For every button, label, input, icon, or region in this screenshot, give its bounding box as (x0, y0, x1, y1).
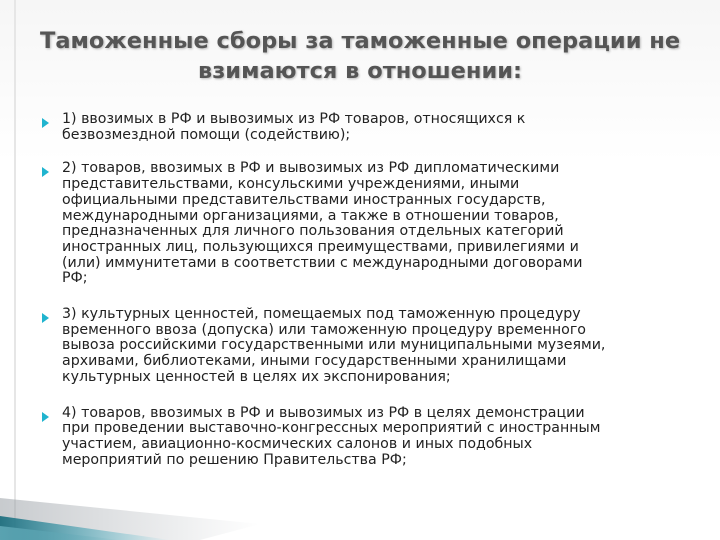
left-border-line (14, 0, 16, 540)
list-item (40, 406, 690, 469)
text-line: 1) ввозимых в РФ и вывозимых из РФ товаров, относящихся к (62, 111, 526, 127)
list-item-text (62, 161, 690, 287)
list-item (40, 307, 690, 386)
list-item (40, 112, 690, 143)
text-line: участием, авиационно-космических салонов и иных подобных (62, 435, 533, 452)
text-line: международными организациями, а также в отношении товаров, (62, 207, 559, 224)
text-line: 3) культурных ценностей, помещаемых под таможенную процедуру (62, 306, 581, 323)
text-line: при проведении выставочно-конгрессных мероприятий с иностранным (62, 420, 601, 437)
corner-shape-teal-dark (0, 516, 170, 540)
slide-title (40, 26, 680, 86)
text-line: вывоза российскими государственными или муниципальными музеями, (62, 337, 606, 354)
triangle-right-icon (42, 118, 49, 128)
list-item-text (62, 406, 690, 469)
triangle-right-icon (42, 412, 49, 422)
text-line: (или) иммунитетами в соответствии с международными договорами (62, 254, 583, 271)
text-line: культурных ценностей в целях их экспонирования; (62, 368, 451, 385)
title-line: Таможенные сборы за таможенные операции не (40, 28, 681, 54)
triangle-right-icon (42, 313, 49, 323)
text-line: архивами, библиотеками, иными государственными хранилищами (62, 353, 567, 370)
list-item-text (62, 307, 690, 386)
text-line: 4) товаров, ввозимых в РФ и вывозимых из РФ в целях демонстрации (62, 404, 585, 421)
bullet-list (40, 112, 690, 486)
text-line: мероприятий по решению Правительства РФ; (62, 451, 407, 468)
corner-shape-gray (0, 498, 260, 540)
title-line: взимаются в отношении: (198, 58, 522, 84)
text-line: официальными представительствами иностранных государств, (62, 191, 546, 208)
text-line: временного ввоза (допуска) или таможенную процедуру временного (62, 321, 586, 338)
triangle-right-icon (42, 167, 49, 177)
text-line: представительствами, консульскими учреждениями, иными (62, 176, 520, 193)
list-item-text (62, 112, 690, 143)
text-line: иностранных лиц, пользующихся преимуществами, привилегиями и (62, 238, 579, 255)
text-line: предназначенных для личного пользования отдельных категорий (62, 223, 564, 240)
text-line: 2) товаров, ввозимых в РФ и вывозимых из РФ дипломатическими (62, 160, 560, 177)
text-line: РФ; (62, 270, 88, 287)
text-line: безвозмездной помощи (содействию); (62, 126, 351, 143)
corner-shape-teal-light (0, 526, 120, 540)
list-item (40, 161, 690, 287)
